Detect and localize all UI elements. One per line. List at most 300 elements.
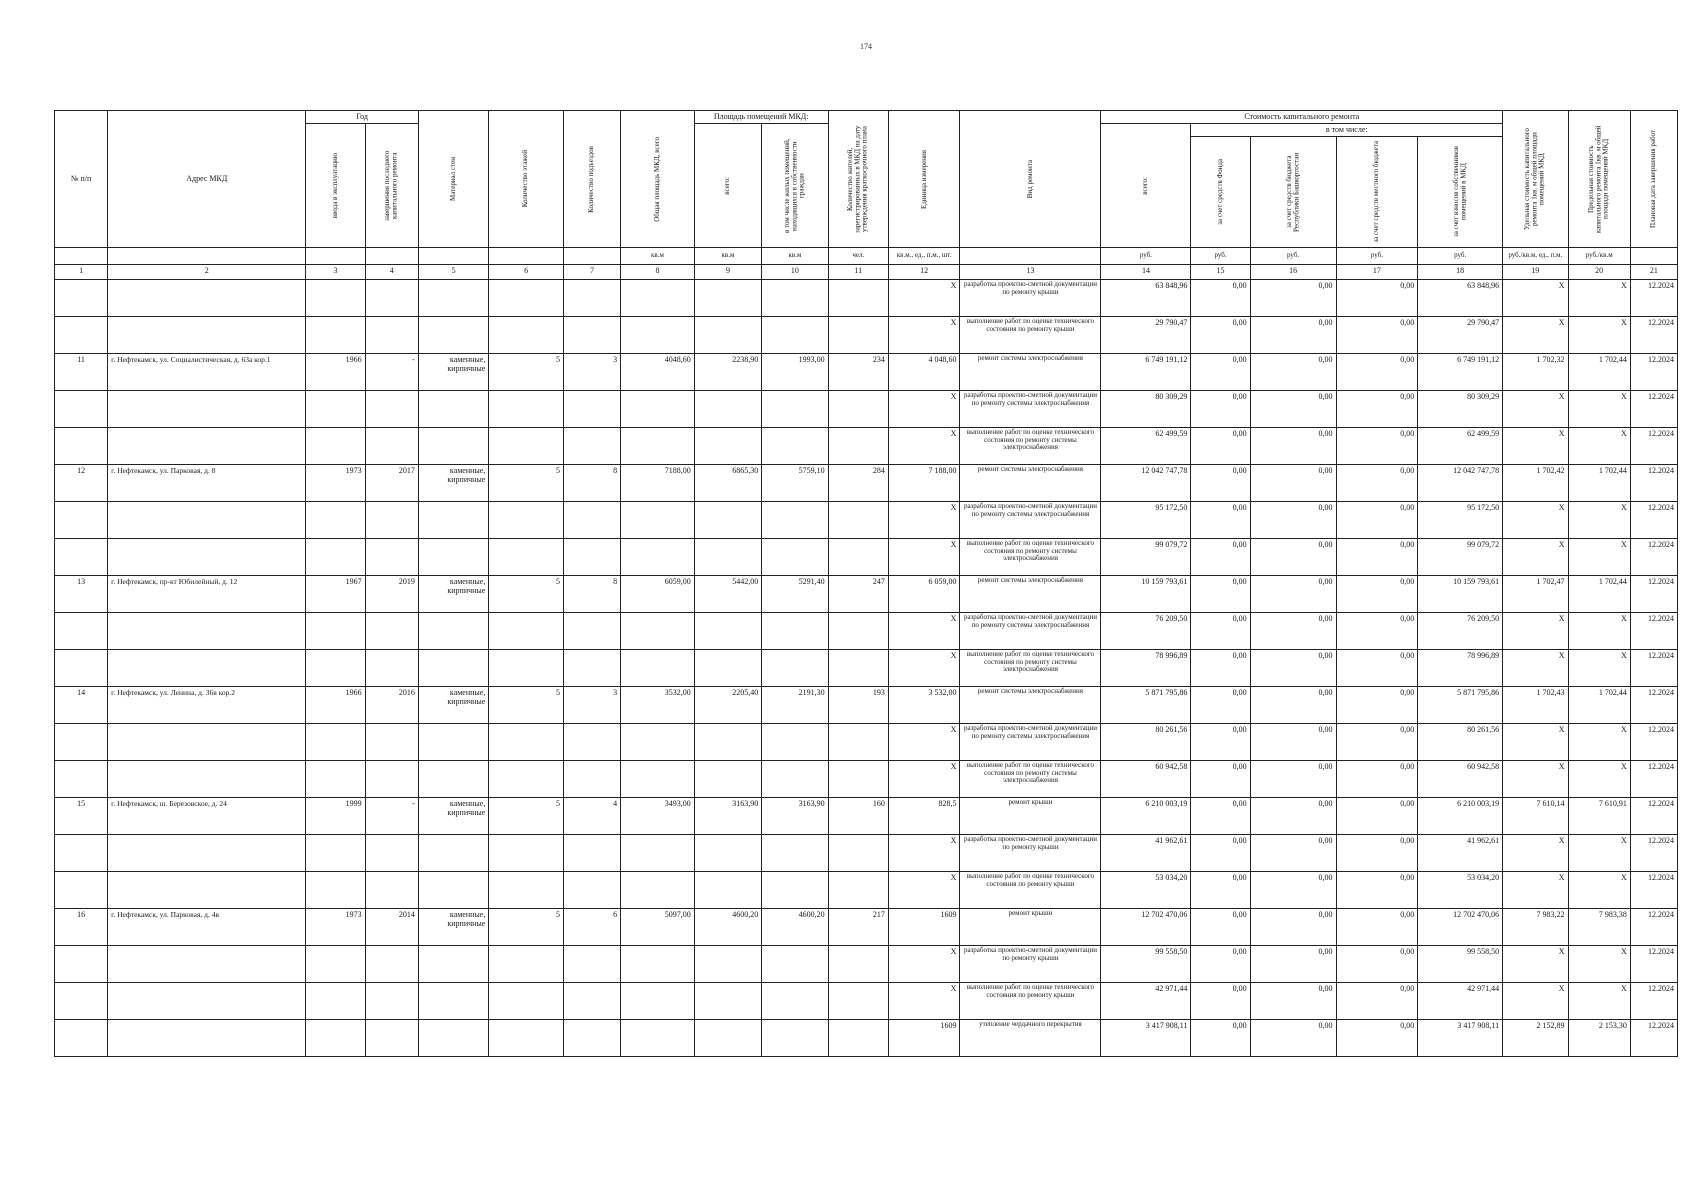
- col-address-header: Адрес МКД: [108, 111, 306, 248]
- unit-cell: кв.м: [621, 248, 695, 265]
- premises-residential-cell: [762, 613, 828, 650]
- max-cost-cell: 7 983,38: [1568, 909, 1630, 946]
- floors-cell: [489, 428, 564, 465]
- premises-residential-cell: 2191,30: [762, 687, 828, 724]
- cost-republic-cell: 0,00: [1250, 428, 1336, 465]
- entrances-cell: [563, 391, 620, 428]
- year-last-repair-cell: [365, 317, 418, 354]
- cost-fund-cell: 0,00: [1191, 1020, 1250, 1057]
- cost-total-cell: 53 034,20: [1101, 872, 1191, 909]
- cost-local-cell: 0,00: [1336, 465, 1418, 502]
- residents-cell: 217: [828, 909, 888, 946]
- entrances-cell: [563, 1020, 620, 1057]
- unit-cost-cell: X: [1503, 835, 1568, 872]
- cost-local-cell: 0,00: [1336, 539, 1418, 576]
- max-cost-cell: X: [1568, 761, 1630, 798]
- cost-total-cell: 95 172,50: [1101, 502, 1191, 539]
- work-type-cell: разработка проектно-сметной документации по ремонту крыши: [960, 280, 1101, 317]
- max-cost-cell: X: [1568, 280, 1630, 317]
- total-area-cell: 7188,00: [621, 465, 695, 502]
- column-number: 5: [418, 265, 489, 280]
- units-row: [55, 248, 1678, 265]
- unit-quantity-cell: X: [888, 724, 960, 761]
- year-commissioning-cell: [306, 539, 365, 576]
- work-type-cell: разработка проектно-сметной документации по ремонту крыши: [960, 835, 1101, 872]
- cost-fund-cell: 0,00: [1191, 502, 1250, 539]
- table-row: [55, 465, 1678, 502]
- row-number-cell: [55, 539, 108, 576]
- table-row: [55, 317, 1678, 354]
- residents-cell: 247: [828, 576, 888, 613]
- column-number: 6: [489, 265, 564, 280]
- unit-quantity-cell: X: [888, 946, 960, 983]
- floors-cell: 5: [489, 576, 564, 613]
- cost-local-cell: 0,00: [1336, 835, 1418, 872]
- cost-owners-cell: 80 309,29: [1418, 391, 1503, 428]
- floors-cell: 5: [489, 909, 564, 946]
- cost-owners-cell: 6 210 003,19: [1418, 798, 1503, 835]
- column-number: 17: [1336, 265, 1418, 280]
- row-number-cell: [55, 613, 108, 650]
- year-last-repair-cell: -: [365, 798, 418, 835]
- cost-total-cell: 78 996,89: [1101, 650, 1191, 687]
- column-number: 19: [1503, 265, 1568, 280]
- repair-plan-table: [54, 110, 1678, 1057]
- unit-cost-cell: X: [1503, 724, 1568, 761]
- cost-local-cell: 0,00: [1336, 428, 1418, 465]
- unit-cost-cell: X: [1503, 539, 1568, 576]
- max-cost-cell: X: [1568, 872, 1630, 909]
- unit-cell: [108, 248, 306, 265]
- premises-total-cell: [694, 428, 761, 465]
- cost-fund-cell: 0,00: [1191, 354, 1250, 391]
- entrances-cell: [563, 761, 620, 798]
- year-commissioning-cell: 1999: [306, 798, 365, 835]
- premises-total-cell: [694, 650, 761, 687]
- premises-residential-cell: [762, 835, 828, 872]
- col-wall-material-header: Материал стен: [448, 157, 457, 201]
- unit-quantity-cell: 7 188,00: [888, 465, 960, 502]
- total-area-cell: [621, 761, 695, 798]
- col-plan-date-header: Плановая дата завершения работ: [1649, 129, 1658, 229]
- residents-cell: [828, 983, 888, 1020]
- year-last-repair-cell: [365, 280, 418, 317]
- col-year-commissioning-header: ввода в эксплуатацию: [330, 152, 339, 219]
- unit-cost-cell: X: [1503, 317, 1568, 354]
- row-number-cell: 13: [55, 576, 108, 613]
- row-number-cell: [55, 280, 108, 317]
- column-number: 13: [960, 265, 1101, 280]
- cost-owners-cell: 6 749 191,12: [1418, 354, 1503, 391]
- col-work-type-header: Вид ремонта: [1025, 159, 1034, 199]
- wall-material-cell: [418, 946, 489, 983]
- cost-total-cell: 42 971,44: [1101, 983, 1191, 1020]
- row-number-cell: [55, 317, 108, 354]
- premises-residential-cell: [762, 280, 828, 317]
- wall-material-cell: [418, 317, 489, 354]
- cost-fund-cell: 0,00: [1191, 761, 1250, 798]
- cost-fund-cell: 0,00: [1191, 391, 1250, 428]
- premises-total-cell: 2238,90: [694, 354, 761, 391]
- year-commissioning-cell: [306, 502, 365, 539]
- residents-cell: [828, 1020, 888, 1057]
- residents-cell: 160: [828, 798, 888, 835]
- premises-residential-cell: [762, 317, 828, 354]
- work-type-cell: разработка проектно-сметной документации по ремонту системы электроснабжения: [960, 724, 1101, 761]
- table-row: [55, 354, 1678, 391]
- cost-total-cell: 41 962,61: [1101, 835, 1191, 872]
- year-commissioning-cell: 1966: [306, 687, 365, 724]
- col-premises-total-header: всего:: [723, 176, 732, 195]
- cost-local-cell: 0,00: [1336, 502, 1418, 539]
- wall-material-cell: [418, 761, 489, 798]
- cost-owners-cell: 60 942,58: [1418, 761, 1503, 798]
- max-cost-cell: X: [1568, 724, 1630, 761]
- year-last-repair-cell: [365, 1020, 418, 1057]
- max-cost-cell: X: [1568, 835, 1630, 872]
- premises-total-cell: [694, 1020, 761, 1057]
- table-row: [55, 576, 1678, 613]
- col-cost-republic-header: за счет средств бюджета Республики Башкортостан: [1284, 152, 1301, 232]
- table-row: [55, 539, 1678, 576]
- cost-local-cell: 0,00: [1336, 354, 1418, 391]
- cost-owners-cell: 5 871 795,86: [1418, 687, 1503, 724]
- cost-local-cell: 0,00: [1336, 798, 1418, 835]
- floors-cell: [489, 835, 564, 872]
- cost-total-cell: 12 702 470,06: [1101, 909, 1191, 946]
- work-type-cell: ремонт крыши: [960, 798, 1101, 835]
- plan-date-cell: 12.2024: [1630, 983, 1677, 1020]
- row-number-cell: 12: [55, 465, 108, 502]
- col-premises-residential-header: в том числе жилых помещений, находящихся в собственности граждан: [782, 138, 806, 233]
- year-last-repair-cell: [365, 391, 418, 428]
- row-number-cell: [55, 391, 108, 428]
- unit-quantity-cell: 1609: [888, 909, 960, 946]
- cost-fund-cell: 0,00: [1191, 650, 1250, 687]
- wall-material-cell: [418, 280, 489, 317]
- wall-material-cell: каменные, кирпичные: [418, 465, 489, 502]
- address-cell: [108, 502, 306, 539]
- unit-cell: кв.м., ед., п.м., шт.: [888, 248, 960, 265]
- work-type-cell: разработка проектно-сметной документации по ремонту системы электроснабжения: [960, 502, 1101, 539]
- unit-cell: [418, 248, 489, 265]
- wall-material-cell: [418, 724, 489, 761]
- plan-date-cell: 12.2024: [1630, 1020, 1677, 1057]
- max-cost-cell: X: [1568, 650, 1630, 687]
- unit-cost-cell: X: [1503, 983, 1568, 1020]
- row-number-cell: [55, 835, 108, 872]
- unit-cell: кв.м: [694, 248, 761, 265]
- address-cell: [108, 983, 306, 1020]
- cost-total-cell: 12 042 747,78: [1101, 465, 1191, 502]
- cost-republic-cell: 0,00: [1250, 354, 1336, 391]
- premises-total-cell: [694, 280, 761, 317]
- total-area-cell: [621, 650, 695, 687]
- plan-date-cell: 12.2024: [1630, 576, 1677, 613]
- cost-republic-cell: 0,00: [1250, 983, 1336, 1020]
- cost-republic-cell: 0,00: [1250, 909, 1336, 946]
- max-cost-cell: 7 610,91: [1568, 798, 1630, 835]
- year-last-repair-cell: [365, 613, 418, 650]
- year-commissioning-cell: [306, 391, 365, 428]
- cost-owners-cell: 41 962,61: [1418, 835, 1503, 872]
- wall-material-cell: [418, 391, 489, 428]
- premises-total-cell: [694, 761, 761, 798]
- year-last-repair-cell: [365, 502, 418, 539]
- plan-date-cell: 12.2024: [1630, 909, 1677, 946]
- year-last-repair-cell: [365, 872, 418, 909]
- row-number-cell: [55, 983, 108, 1020]
- address-cell: [108, 835, 306, 872]
- column-number: 11: [828, 265, 888, 280]
- premises-total-cell: 5442,00: [694, 576, 761, 613]
- cost-total-cell: 29 790,47: [1101, 317, 1191, 354]
- premises-residential-cell: 5291,40: [762, 576, 828, 613]
- col-cost-fund-header: за счет средств Фонда: [1215, 159, 1224, 225]
- premises-residential-cell: [762, 502, 828, 539]
- column-number: 4: [365, 265, 418, 280]
- address-cell: [108, 724, 306, 761]
- address-cell: г. Нефтекамск, ул. Парковая, д. 4в: [108, 909, 306, 946]
- unit-cell: руб./кв.м: [1568, 248, 1630, 265]
- work-type-cell: разработка проектно-сметной документации по ремонту системы электроснабжения: [960, 613, 1101, 650]
- unit-cost-cell: 7 983,22: [1503, 909, 1568, 946]
- cost-local-cell: 0,00: [1336, 946, 1418, 983]
- wall-material-cell: [418, 1020, 489, 1057]
- plan-date-cell: 12.2024: [1630, 724, 1677, 761]
- premises-total-cell: [694, 391, 761, 428]
- unit-quantity-cell: X: [888, 613, 960, 650]
- year-commissioning-cell: 1967: [306, 576, 365, 613]
- year-last-repair-cell: [365, 650, 418, 687]
- unit-cost-cell: X: [1503, 650, 1568, 687]
- year-commissioning-cell: [306, 650, 365, 687]
- row-number-cell: 16: [55, 909, 108, 946]
- cost-owners-cell: 42 971,44: [1418, 983, 1503, 1020]
- table-row: [55, 428, 1678, 465]
- unit-quantity-cell: X: [888, 502, 960, 539]
- plan-date-cell: 12.2024: [1630, 613, 1677, 650]
- plan-date-cell: 12.2024: [1630, 502, 1677, 539]
- wall-material-cell: [418, 428, 489, 465]
- work-type-cell: ремонт системы электроснабжения: [960, 354, 1101, 391]
- address-cell: [108, 317, 306, 354]
- table-row: [55, 650, 1678, 687]
- column-number: 14: [1101, 265, 1191, 280]
- total-area-cell: 3532,00: [621, 687, 695, 724]
- cost-republic-cell: 0,00: [1250, 687, 1336, 724]
- unit-cell: чел.: [828, 248, 888, 265]
- unit-quantity-cell: X: [888, 539, 960, 576]
- cost-total-cell: 10 159 793,61: [1101, 576, 1191, 613]
- unit-cell: [306, 248, 365, 265]
- col-cost-owners-header: за счет взносов собственников помещений в МКД: [1451, 146, 1468, 238]
- column-number: 8: [621, 265, 695, 280]
- cost-fund-cell: 0,00: [1191, 576, 1250, 613]
- unit-quantity-cell: 4 048,60: [888, 354, 960, 391]
- unit-quantity-cell: X: [888, 761, 960, 798]
- work-type-cell: выполнение работ по оценке технического состояния по ремонту системы электроснабжения: [960, 761, 1101, 798]
- row-number-cell: [55, 724, 108, 761]
- cost-fund-cell: 0,00: [1191, 946, 1250, 983]
- table-row: [55, 391, 1678, 428]
- cost-fund-cell: 0,00: [1191, 909, 1250, 946]
- floors-cell: [489, 761, 564, 798]
- unit-cost-cell: X: [1503, 946, 1568, 983]
- year-last-repair-cell: 2017: [365, 465, 418, 502]
- cost-local-cell: 0,00: [1336, 280, 1418, 317]
- premises-total-cell: [694, 724, 761, 761]
- plan-date-cell: 12.2024: [1630, 428, 1677, 465]
- floors-cell: [489, 650, 564, 687]
- cost-local-cell: 0,00: [1336, 872, 1418, 909]
- cost-local-cell: 0,00: [1336, 761, 1418, 798]
- cost-total-cell: 80 261,56: [1101, 724, 1191, 761]
- residents-cell: [828, 502, 888, 539]
- year-commissioning-cell: [306, 761, 365, 798]
- column-number: 1: [55, 265, 108, 280]
- premises-total-cell: 3163,90: [694, 798, 761, 835]
- cost-owners-cell: 29 790,47: [1418, 317, 1503, 354]
- unit-cost-cell: 1 702,47: [1503, 576, 1568, 613]
- column-number: 12: [888, 265, 960, 280]
- cost-total-cell: 62 499,59: [1101, 428, 1191, 465]
- unit-quantity-cell: X: [888, 317, 960, 354]
- cost-fund-cell: 0,00: [1191, 428, 1250, 465]
- table-row: [55, 613, 1678, 650]
- cost-owners-cell: 12 042 747,78: [1418, 465, 1503, 502]
- work-type-cell: выполнение работ по оценке технического состояния по ремонту крыши: [960, 317, 1101, 354]
- cost-republic-cell: 0,00: [1250, 502, 1336, 539]
- entrances-cell: 8: [563, 576, 620, 613]
- cost-republic-cell: 0,00: [1250, 539, 1336, 576]
- column-number: 3: [306, 265, 365, 280]
- floors-cell: [489, 613, 564, 650]
- max-cost-cell: X: [1568, 391, 1630, 428]
- year-commissioning-cell: [306, 872, 365, 909]
- cost-local-cell: 0,00: [1336, 650, 1418, 687]
- year-commissioning-cell: 1973: [306, 465, 365, 502]
- row-number-cell: 15: [55, 798, 108, 835]
- cost-total-cell: 6 749 191,12: [1101, 354, 1191, 391]
- year-last-repair-cell: [365, 835, 418, 872]
- unit-cell: [960, 248, 1101, 265]
- wall-material-cell: [418, 650, 489, 687]
- col-unit-cost-header: Удельная стоимость капитального ремонта 1кв. м общей площади помещений МКД: [1523, 128, 1546, 230]
- cost-local-cell: 0,00: [1336, 1020, 1418, 1057]
- cost-local-cell: 0,00: [1336, 724, 1418, 761]
- max-cost-cell: X: [1568, 502, 1630, 539]
- residents-cell: [828, 428, 888, 465]
- column-number: 2: [108, 265, 306, 280]
- address-cell: [108, 650, 306, 687]
- header-row-1: [55, 111, 1678, 124]
- table-row: [55, 502, 1678, 539]
- premises-total-cell: [694, 317, 761, 354]
- premises-residential-cell: 1993,00: [762, 354, 828, 391]
- cost-fund-cell: 0,00: [1191, 983, 1250, 1020]
- unit-quantity-cell: X: [888, 650, 960, 687]
- wall-material-cell: каменные, кирпичные: [418, 798, 489, 835]
- row-number-cell: [55, 1020, 108, 1057]
- max-cost-cell: X: [1568, 946, 1630, 983]
- total-area-cell: [621, 613, 695, 650]
- unit-cost-cell: X: [1503, 502, 1568, 539]
- entrances-cell: [563, 983, 620, 1020]
- plan-date-cell: 12.2024: [1630, 798, 1677, 835]
- table-row: [55, 946, 1678, 983]
- column-number: 15: [1191, 265, 1250, 280]
- unit-cost-cell: X: [1503, 280, 1568, 317]
- column-number: 21: [1630, 265, 1677, 280]
- year-commissioning-cell: [306, 280, 365, 317]
- premises-residential-cell: [762, 872, 828, 909]
- work-type-cell: разработка проектно-сметной документации по ремонту системы электроснабжения: [960, 391, 1101, 428]
- premises-residential-cell: 3163,90: [762, 798, 828, 835]
- plan-date-cell: 12.2024: [1630, 465, 1677, 502]
- address-cell: [108, 280, 306, 317]
- address-cell: [108, 613, 306, 650]
- table-row: [55, 280, 1678, 317]
- cost-total-cell: 99 558,50: [1101, 946, 1191, 983]
- cost-owners-cell: 99 558,50: [1418, 946, 1503, 983]
- plan-date-cell: 12.2024: [1630, 650, 1677, 687]
- residents-cell: [828, 539, 888, 576]
- repair-plan-table-wrapper: [54, 110, 1678, 1057]
- floors-cell: [489, 280, 564, 317]
- total-area-cell: [621, 428, 695, 465]
- cost-total-cell: 5 871 795,86: [1101, 687, 1191, 724]
- cost-total-cell: 99 079,72: [1101, 539, 1191, 576]
- cost-owners-cell: 99 079,72: [1418, 539, 1503, 576]
- unit-cost-cell: X: [1503, 428, 1568, 465]
- residents-cell: [828, 391, 888, 428]
- cost-local-cell: 0,00: [1336, 613, 1418, 650]
- cost-fund-cell: 0,00: [1191, 724, 1250, 761]
- unit-cell: руб.: [1250, 248, 1336, 265]
- year-last-repair-cell: [365, 983, 418, 1020]
- cost-owners-cell: 63 848,96: [1418, 280, 1503, 317]
- cost-fund-cell: 0,00: [1191, 539, 1250, 576]
- cost-total-cell: 6 210 003,19: [1101, 798, 1191, 835]
- residents-cell: [828, 650, 888, 687]
- max-cost-cell: 1 702,44: [1568, 687, 1630, 724]
- work-type-cell: выполнение работ по оценке технического состояния по ремонту крыши: [960, 872, 1101, 909]
- cost-fund-cell: 0,00: [1191, 613, 1250, 650]
- wall-material-cell: каменные, кирпичные: [418, 576, 489, 613]
- cost-fund-cell: 0,00: [1191, 317, 1250, 354]
- cost-republic-cell: 0,00: [1250, 872, 1336, 909]
- premises-total-cell: [694, 835, 761, 872]
- cost-owners-cell: 76 209,50: [1418, 613, 1503, 650]
- max-cost-cell: 1 702,44: [1568, 354, 1630, 391]
- cost-fund-cell: 0,00: [1191, 280, 1250, 317]
- table-row: [55, 909, 1678, 946]
- total-area-cell: [621, 280, 695, 317]
- floors-cell: [489, 946, 564, 983]
- max-cost-cell: X: [1568, 428, 1630, 465]
- entrances-cell: 6: [563, 909, 620, 946]
- table-row: [55, 724, 1678, 761]
- total-area-cell: [621, 946, 695, 983]
- wall-material-cell: [418, 872, 489, 909]
- floors-cell: [489, 391, 564, 428]
- entrances-cell: [563, 539, 620, 576]
- work-type-cell: ремонт крыши: [960, 909, 1101, 946]
- cost-fund-cell: 0,00: [1191, 872, 1250, 909]
- address-cell: г. Нефтекамск, пр-кт Юбилейный, д. 12: [108, 576, 306, 613]
- table-row: [55, 1020, 1678, 1057]
